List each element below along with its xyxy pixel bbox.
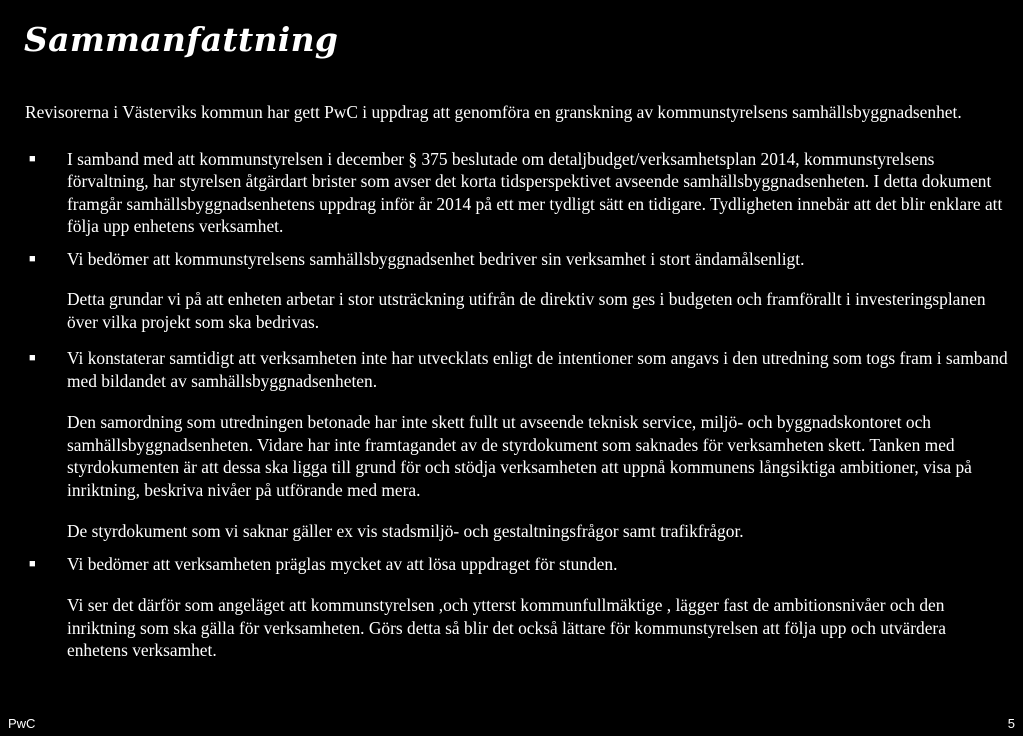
bullet-item bbox=[25, 553, 1010, 576]
body-paragraph: De styrdokument som vi saknar gäller ex vis stadsmiljö- och gestaltningsfrågor samt trafikfrågor. bbox=[67, 521, 744, 541]
bullet-text: I samband med att kommunstyrelsen i december § 375 beslutade om detaljbudget/verksamhetsplan 2014, kommunstyrelsens förvaltning, har styrelsen åtgärdart brister som avser det korta tidsperspektivet avseende samhällsbyggnadsenheten. I detta dokument framgår samhällsbyggnadsenhetens uppdrag inför år 2014 på ett mer tydligt sätt en tidigare. Tydligheten innebär att det blir enklare att följa upp enhetens verksamhet. bbox=[67, 148, 1003, 236]
square-bullet-icon: ■ bbox=[29, 557, 36, 570]
bullet-item bbox=[25, 347, 1010, 392]
body-paragraph: Vi ser det därför som angeläget att kommunstyrelsen ,och ytterst kommunfullmäktige , lägger fast de ambitionsnivåer och den inriktning som ska gälla för verksamheten. Görs detta så blir det också lättare för kommunstyrelsen att följa upp och utvärdera enhetens verksamhet. bbox=[67, 595, 946, 660]
footer-brand: PwC bbox=[8, 716, 36, 731]
bullet-text: Vi bedömer att verksamheten präglas mycket av att lösa uppdraget för stunden. bbox=[67, 553, 618, 574]
bullet-item bbox=[25, 148, 1010, 238]
square-bullet-icon: ■ bbox=[29, 152, 36, 165]
page-title: Sammanfattning bbox=[24, 20, 339, 59]
body-paragraph: Den samordning som utredningen betonade har inte skett fullt ut avseende teknisk service, miljö- och byggnadskontoret och samhällsbyggnadsenheten. Vidare har inte framtagandet av de styrdokument som saknades för verksamheten skett. Tanken med styrdokumenten är att dessa ska ligga till grund för och stödja verksamheten att uppnå kommunens långsiktiga ambitioner, visa på inriktning, beskriva nivåer på utförande med mera. bbox=[67, 412, 972, 500]
bullet-text: Vi bedömer att kommunstyrelsens samhällsbyggnadsenhet bedriver sin verksamhet i stort ändamålsenligt. bbox=[67, 248, 805, 269]
bullet-text: Vi konstaterar samtidigt att verksamheten inte har utvecklats enligt de intentioner som angavs i den utredning som togs fram i samband med bildandet av samhällsbyggnadsenheten. bbox=[67, 348, 1008, 391]
square-bullet-icon: ■ bbox=[29, 252, 36, 265]
body-paragraph: Detta grundar vi på att enheten arbetar i stor utsträckning utifrån de direktiv som ges i budgeten och framförallt i investeringsplanen över vilka projekt som ska bedrivas. bbox=[67, 289, 986, 332]
page-number: 5 bbox=[1007, 716, 1015, 731]
square-bullet-icon: ■ bbox=[29, 352, 36, 364]
summary-content bbox=[25, 101, 1010, 662]
bullet-item bbox=[25, 248, 1010, 271]
intro-paragraph: Revisorerna i Västerviks kommun har gett PwC i uppdrag att genomföra en granskning av kommunstyrelsens samhällsbyggnadsenhet. bbox=[25, 102, 962, 122]
